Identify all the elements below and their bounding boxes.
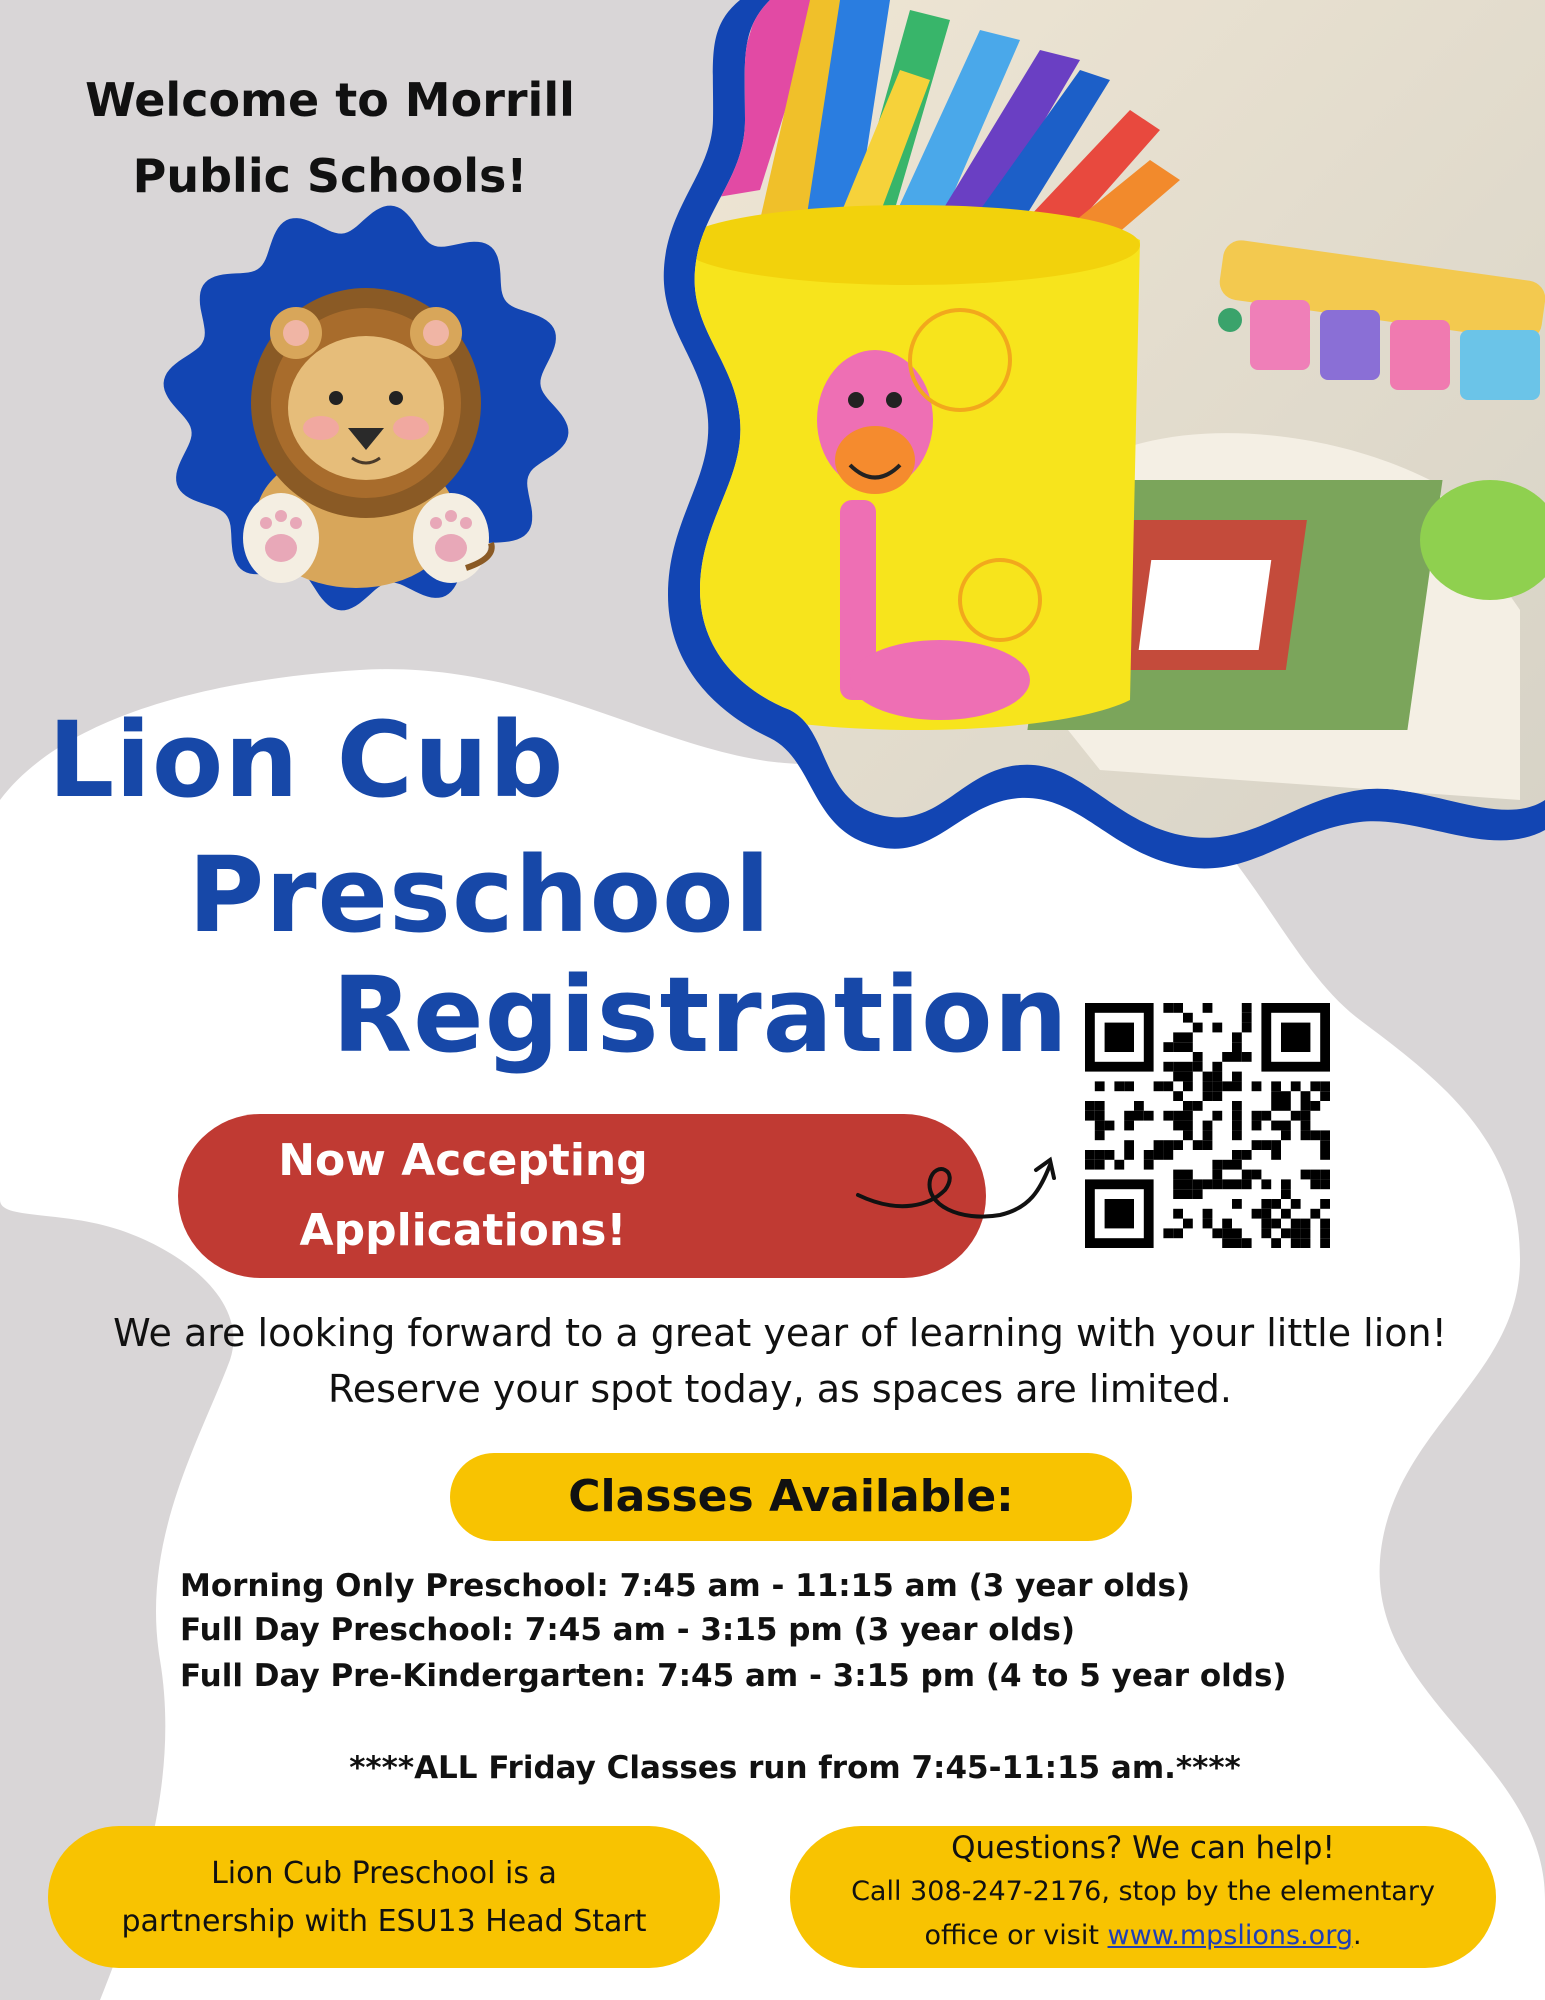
welcome-line-2: Public Schools! — [132, 149, 528, 203]
intro-text — [70, 1305, 1490, 1417]
friday-note: ****ALL Friday Classes run from 7:45-11:15 am.**** — [349, 1750, 1241, 1786]
intro-line-2: Reserve your spot today, as spaces are limited. — [328, 1367, 1232, 1411]
apply-line-2: Applications! — [299, 1205, 627, 1256]
questions-line-2-suffix: . — [1352, 1920, 1362, 1951]
title-line-2: Preschool — [188, 834, 772, 956]
class-item: Full Day Pre-Kindergarten: 7:45 am - 3:15 pm (4 to 5 year olds) — [180, 1658, 1287, 1694]
questions-line-1: Call 308-247-2176, stop by the elementary — [851, 1876, 1435, 1907]
intro-line-1: We are looking forward to a great year of learning with your little lion! — [113, 1311, 1447, 1355]
questions-body — [790, 1870, 1496, 1958]
questions-heading: Questions? We can help! — [951, 1830, 1335, 1866]
classes-heading: Classes Available: — [568, 1471, 1014, 1522]
class-item: Morning Only Preschool: 7:45 am - 11:15 am (3 year olds) — [180, 1568, 1191, 1604]
apply-line-1: Now Accepting — [278, 1135, 648, 1186]
partner-line-1: Lion Cub Preschool is a — [211, 1856, 557, 1891]
partner-text — [48, 1850, 720, 1946]
title-line-3: Registration — [332, 954, 1069, 1076]
class-item: Full Day Preschool: 7:45 am - 3:15 pm (3 year olds) — [180, 1612, 1076, 1648]
questions-line-2 — [790, 1914, 1496, 1958]
title-line-1: Lion Cub — [48, 699, 565, 821]
welcome-line-1: Welcome to Morrill — [85, 73, 575, 127]
partner-line-2: partnership with ESU13 Head Start — [121, 1904, 647, 1939]
website-link[interactable]: www.mpslions.org — [1107, 1920, 1353, 1951]
questions-line-2-prefix: office or visit — [924, 1920, 1108, 1951]
